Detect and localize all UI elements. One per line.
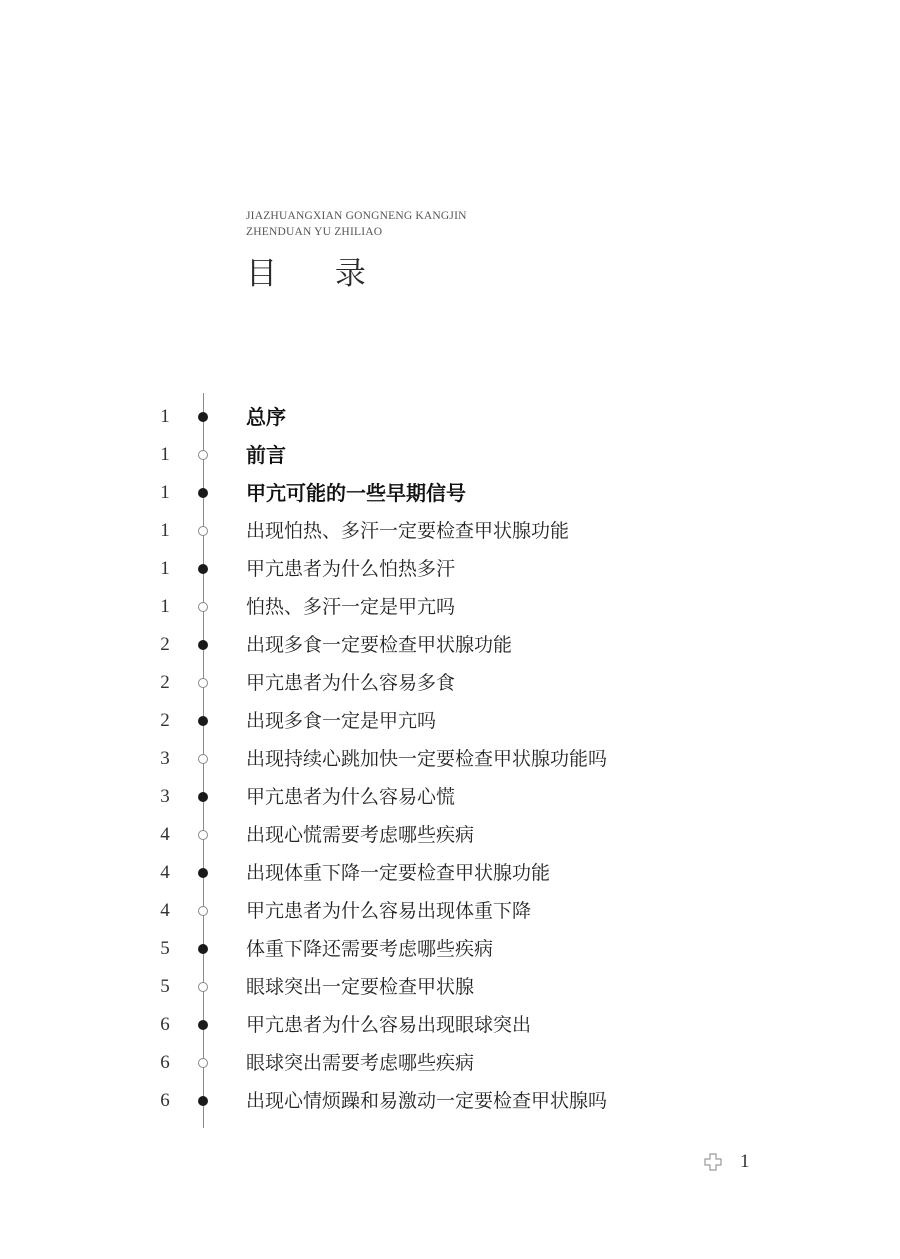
table-of-contents	[0, 398, 900, 1120]
toc-entry[interactable]	[0, 816, 900, 854]
book-title-pinyin-line-1: JIAZHUANGXIAN GONGNENG KANGJIN	[246, 210, 467, 222]
toc-entry-page-number: 6	[160, 1052, 170, 1073]
toc-entry-page-number: 2	[160, 672, 170, 693]
toc-entry-title: 甲亢患者为什么容易出现眼球突出	[246, 1014, 532, 1036]
filled-dot-icon	[198, 868, 208, 878]
toc-entry-title: 体重下降还需要考虑哪些疾病	[246, 938, 494, 960]
toc-entry-page-number: 1	[160, 444, 170, 465]
toc-entry-title: 前言	[246, 443, 286, 467]
toc-entry-page-number: 5	[160, 976, 170, 997]
toc-entry-title: 出现怕热、多汗一定要检查甲状腺功能	[246, 520, 570, 542]
toc-entry[interactable]	[0, 968, 900, 1006]
toc-entry-title: 出现持续心跳加快一定要检查甲状腺功能吗	[246, 748, 608, 770]
toc-entry[interactable]	[0, 474, 900, 512]
toc-entry[interactable]	[0, 930, 900, 968]
book-title-pinyin	[246, 208, 467, 240]
cross-outline-icon	[704, 1153, 722, 1171]
toc-entry-page-number: 1	[160, 558, 170, 579]
page-number: 1	[740, 1151, 750, 1172]
toc-entry-page-number: 3	[160, 786, 170, 807]
toc-entry-title: 怕热、多汗一定是甲亢吗	[246, 596, 456, 618]
toc-entry-page-number: 4	[160, 900, 170, 921]
toc-entry-page-number: 6	[160, 1090, 170, 1111]
toc-entry-title: 甲亢患者为什么容易心慌	[246, 786, 456, 808]
toc-entry[interactable]	[0, 626, 900, 664]
toc-entry[interactable]	[0, 512, 900, 550]
toc-entry[interactable]	[0, 588, 900, 626]
toc-entry[interactable]	[0, 1044, 900, 1082]
filled-dot-icon	[198, 488, 208, 498]
hollow-dot-icon	[198, 526, 208, 536]
filled-dot-icon	[198, 716, 208, 726]
toc-entry[interactable]	[0, 436, 900, 474]
toc-entry-title: 出现心慌需要考虑哪些疾病	[246, 824, 475, 846]
page-title: 目 录	[246, 256, 390, 292]
toc-entry-page-number: 3	[160, 748, 170, 769]
hollow-dot-icon	[198, 982, 208, 992]
toc-entry[interactable]	[0, 664, 900, 702]
toc-entry-title: 出现心情烦躁和易激动一定要检查甲状腺吗	[246, 1090, 608, 1112]
toc-entry-title: 甲亢患者为什么容易出现体重下降	[246, 900, 532, 922]
toc-entry-title: 出现体重下降一定要检查甲状腺功能	[246, 862, 551, 884]
toc-entry-title: 总序	[246, 405, 286, 429]
hollow-dot-icon	[198, 906, 208, 916]
toc-entry-title: 甲亢可能的一些早期信号	[246, 481, 466, 505]
toc-entry-page-number: 4	[160, 824, 170, 845]
toc-entry[interactable]	[0, 1082, 900, 1120]
filled-dot-icon	[198, 412, 208, 422]
book-title-pinyin-line-2: ZHENDUAN YU ZHILIAO	[246, 226, 383, 238]
toc-entry[interactable]	[0, 854, 900, 892]
filled-dot-icon	[198, 944, 208, 954]
toc-entry[interactable]	[0, 550, 900, 588]
filled-dot-icon	[198, 792, 208, 802]
hollow-dot-icon	[198, 754, 208, 764]
hollow-dot-icon	[198, 830, 208, 840]
toc-entry[interactable]	[0, 892, 900, 930]
toc-entry[interactable]	[0, 1006, 900, 1044]
filled-dot-icon	[198, 564, 208, 574]
toc-entry-page-number: 1	[160, 406, 170, 427]
toc-entry-page-number: 2	[160, 710, 170, 731]
hollow-dot-icon	[198, 678, 208, 688]
toc-entry[interactable]	[0, 398, 900, 436]
toc-entry[interactable]	[0, 702, 900, 740]
toc-entry-page-number: 1	[160, 482, 170, 503]
toc-entry-page-number: 6	[160, 1014, 170, 1035]
toc-entry-page-number: 4	[160, 862, 170, 883]
filled-dot-icon	[198, 1020, 208, 1030]
hollow-dot-icon	[198, 1058, 208, 1068]
toc-entry-page-number: 5	[160, 938, 170, 959]
toc-entry-title: 甲亢患者为什么怕热多汗	[246, 558, 456, 580]
toc-entry[interactable]	[0, 740, 900, 778]
hollow-dot-icon	[198, 602, 208, 612]
toc-entry-page-number: 2	[160, 634, 170, 655]
toc-entry-title: 出现多食一定是甲亢吗	[246, 710, 437, 732]
filled-dot-icon	[198, 1096, 208, 1106]
toc-entry[interactable]	[0, 778, 900, 816]
filled-dot-icon	[198, 640, 208, 650]
toc-entry-title: 出现多食一定要检查甲状腺功能	[246, 634, 513, 656]
toc-entry-title: 眼球突出一定要检查甲状腺	[246, 976, 475, 998]
hollow-dot-icon	[198, 450, 208, 460]
toc-entry-title: 眼球突出需要考虑哪些疾病	[246, 1052, 475, 1074]
toc-entry-title: 甲亢患者为什么容易多食	[246, 672, 456, 694]
toc-entry-page-number: 1	[160, 520, 170, 541]
toc-entry-page-number: 1	[160, 596, 170, 617]
